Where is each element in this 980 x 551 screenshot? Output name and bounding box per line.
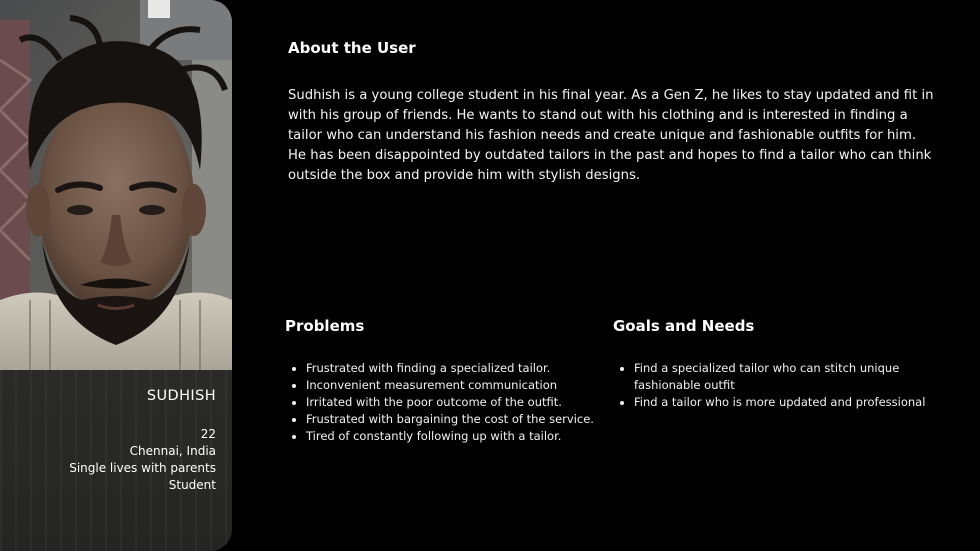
goals-title: Goals and Needs: [613, 317, 755, 335]
profile-info-panel: [0, 370, 232, 551]
problems-list: [286, 360, 606, 445]
problem-item: • Frustrated with bargaining the cost of the service.: [306, 411, 606, 428]
user-occupation: Student: [168, 478, 216, 492]
problem-item: • Inconvenient measurement communication: [306, 377, 606, 394]
goal-item: • Find a tailor who is more updated and professional: [634, 394, 954, 411]
problems-title: Problems: [285, 317, 365, 335]
problem-item: • Frustrated with finding a specialized tailor.: [306, 360, 606, 377]
user-name: SUDHISH: [146, 388, 216, 404]
about-text: Sudhish is a young college student in his final year. As a Gen Z, he likes to stay updated and fit in with his group of friends. He wants to stand out with his clothing and is interested in finding a tailor who can understand his fashion needs and create unique and fashionable outfits for him. He has been disappointed by outdated tailors in the past and hopes to find a tailor who can think outside the box and provide him with stylish designs.: [288, 88, 934, 183]
user-details: [69, 426, 216, 494]
user-location: Chennai, India: [129, 444, 216, 458]
goal-item: • Find a specialized tailor who can stitch unique fashionable outfit: [634, 360, 954, 394]
user-age: 22: [200, 427, 216, 441]
about-title: About the User: [288, 39, 416, 57]
problem-item: • Irritated with the poor outcome of the outfit.: [306, 394, 606, 411]
user-living-status: Single lives with parents: [69, 461, 216, 475]
problem-item: • Tired of constantly following up with a tailor.: [306, 428, 606, 445]
profile-photo: [0, 0, 232, 370]
profile-card: [0, 0, 232, 551]
goals-list: [614, 360, 954, 411]
